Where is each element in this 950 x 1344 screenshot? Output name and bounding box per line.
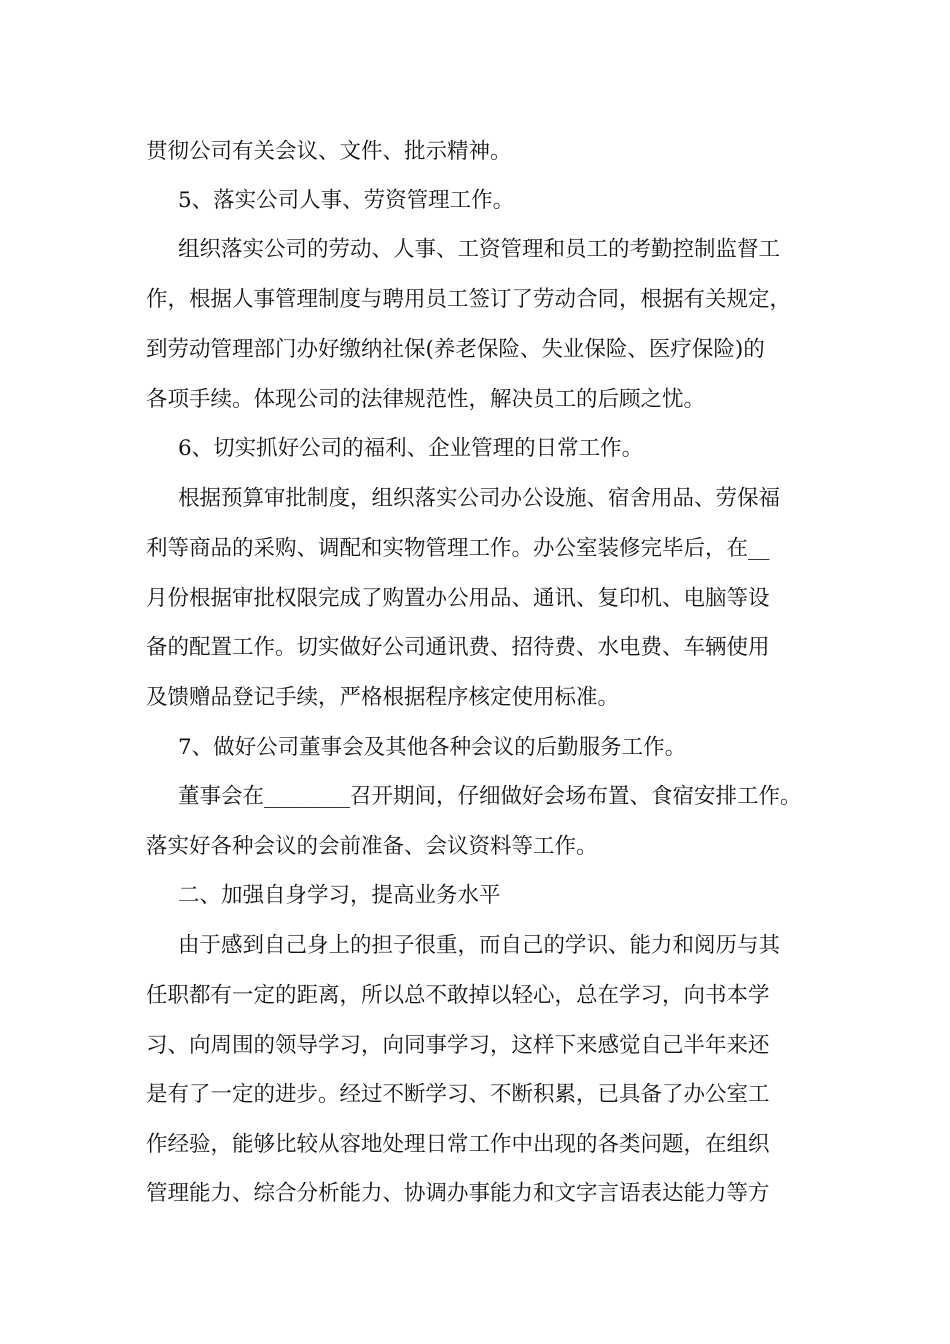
section-heading: 二、加强自身学习，提高业务水平 (178, 883, 501, 908)
section-heading: 6、切实抓好公司的福利、企业管理的日常工作。 (178, 436, 644, 461)
text-line: 到劳动管理部门办好缴纳社保(养老保险、失业保险、医疗保险)的 (146, 337, 765, 362)
text-line: 作，根据人事管理制度与聘用员工签订了劳动合同，根据有关规定， (146, 287, 792, 312)
text-line: 月份根据审批权限完成了购置办公用品、通讯、复印机、电脑等设 (146, 586, 770, 611)
text-line: 董事会在________召开期间，仔细做好会场布置、食宿安排工作。 (178, 784, 802, 809)
text-line: 备的配置工作。切实做好公司通讯费、招待费、水电费、车辆使用 (146, 635, 770, 660)
text-line: 落实好各种会议的会前准备、会议资料等工作。 (146, 834, 598, 859)
text-line: 贯彻公司有关会议、文件、批示精神。 (146, 139, 512, 164)
text-line: 是有了一定的进步。经过不断学习、不断积累，已具备了办公室工 (146, 1082, 770, 1107)
text-line: 由于感到自己身上的担子很重，而自己的学识、能力和阅历与其 (178, 933, 781, 958)
text-line: 利等商品的采购、调配和实物管理工作。办公室装修完毕后，在__ (146, 536, 770, 561)
text-line: 任职都有一定的距离，所以总不敢掉以轻心，总在学习，向书本学 (146, 983, 770, 1008)
text-line: 各项手续。体现公司的法律规范性，解决员工的后顾之忧。 (146, 387, 706, 412)
section-heading: 7、做好公司董事会及其他各种会议的后勤服务工作。 (178, 735, 687, 760)
text-line: 组织落实公司的劳动、人事、工资管理和员工的考勤控制监督工 (178, 237, 781, 262)
text-line: 作经验，能够比较从容地处理日常工作中出现的各类问题，在组织 (146, 1132, 770, 1157)
text-line: 管理能力、综合分析能力、协调办事能力和文字言语表达能力等方 (146, 1181, 770, 1206)
text-line: 及馈赠品登记手续，严格根据程序核定使用标准。 (146, 685, 620, 710)
text-line: 习、向周围的领导学习，向同事学习，这样下来感觉自己半年来还 (146, 1033, 770, 1058)
text-line: 根据预算审批制度，组织落实公司办公设施、宿舍用品、劳保福 (178, 486, 781, 511)
section-heading: 5、落实公司人事、劳资管理工作。 (178, 188, 515, 213)
